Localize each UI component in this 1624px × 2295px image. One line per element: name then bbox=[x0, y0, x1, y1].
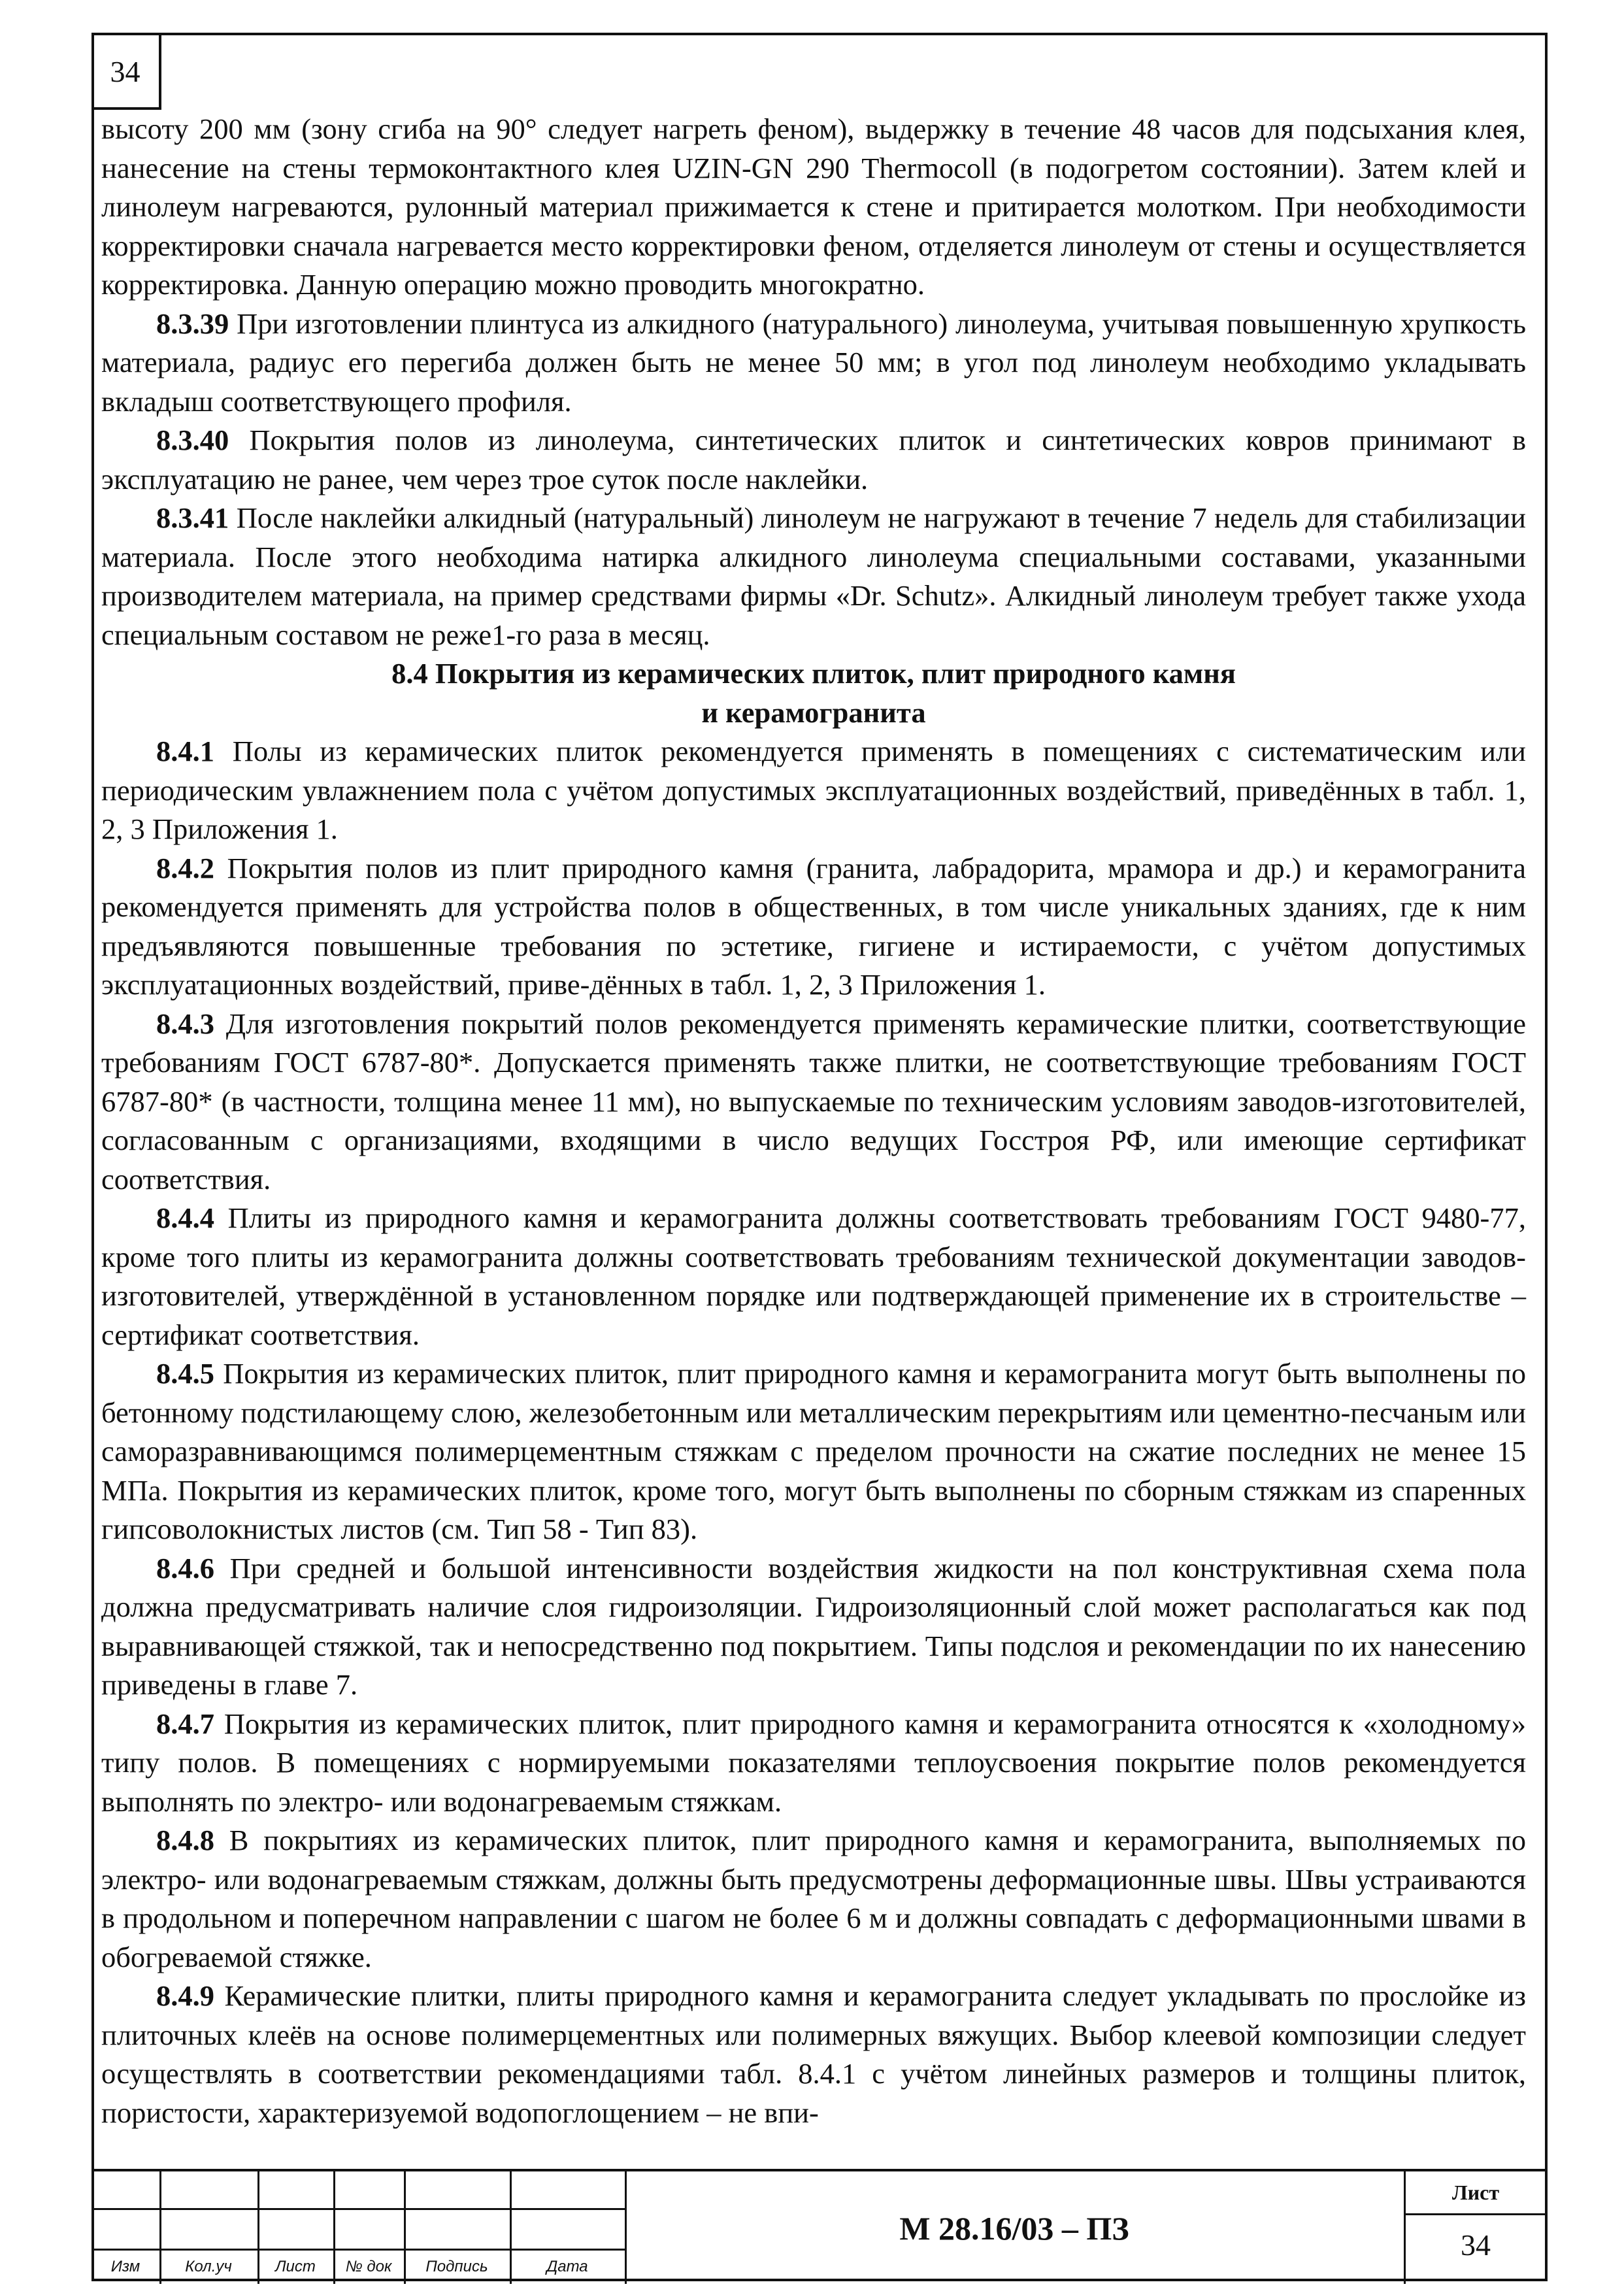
paragraph-text: Покрытия полов из плит природного камня (гранита, лабрадорита, мрамора и др.) и керамогранита рекомендуется применять для устройства полов в общественных, в том числе уникальных зданиях, где к ним предъявляются повышенные требования по эстетике, гигиене и истираемости, с учётом допустимых эксплуатационных воздействий, приве-дённых в табл. 1, 2, 3 Приложения 1. bbox=[101, 851, 1526, 1001]
clause-number: 8.4.4 bbox=[156, 1201, 214, 1234]
grid-line bbox=[91, 2208, 625, 2210]
paragraph-text: Покрытия из керамических плиток, плит природного камня и керамогранита могут быть выполнены по бетонному подстилающему слою, железобетонным или металлическим перекрытиям или цементно-песчаным или саморазравнивающимся полимерцементным стяжкам с пределом прочности на сжатие последних не менее 15 МПа. Покрытия из керамических плиток, кроме того, могут быть выполнены по сборным стяжкам из спаренных гипсоволокнистых листов (см. Тип 58 - Тип 83). bbox=[101, 1357, 1526, 1545]
column-label-date: Дата bbox=[546, 2258, 588, 2275]
paragraph-8-3-41 bbox=[101, 499, 1526, 654]
paragraph-text: При изготовлении плинтуса из алкидного (натурального) линолеума, учитывая повышенную хрупкость материала, радиус его перегиба должен быть не менее 50 мм; в угол под линолеум необходимо укладывать вкладыш соответствующего профиля. bbox=[101, 307, 1526, 418]
clause-number: 8.3.40 bbox=[156, 424, 229, 456]
paragraph-8-4-1 bbox=[101, 732, 1526, 849]
clause-number: 8.4.5 bbox=[156, 1357, 214, 1390]
clause-number: 8.4.1 bbox=[156, 735, 214, 767]
paragraph-8-4-7 bbox=[101, 1705, 1526, 1822]
paragraph-text: Керамические плитки, плиты природного камня и керамогранита следует укладывать по прослойке из плиточных клеёв на основе полимерцементных или полимерных вяжущих. Выбор клеевой композиции следует осуществлять в соответствии рекомендациями табл. 8.4.1 с учётом линейных размеров и толщины плиток, пористости, характеризуемой водопоглощением – не впи- bbox=[101, 1979, 1526, 2129]
paragraph-text: Плиты из природного камня и керамогранита должны соответствовать требованиям ГОСТ 9480-77, кроме того плиты из керамогранита должны соответствовать требованиям технической документации заводов-изготовителей, утверждённой в установленном порядке или подтверждающей применение их в строительстве – сертификат соответствия. bbox=[101, 1201, 1526, 1351]
paragraph-8-4-9 bbox=[101, 1977, 1526, 2132]
paragraph-8-4-8 bbox=[101, 1821, 1526, 1977]
title-block bbox=[91, 2169, 1548, 2281]
document-code: М 28.16/03 – ПЗ bbox=[899, 2210, 1129, 2247]
paragraph-text: высоту 200 мм (зону сгиба на 90° следует нагреть феном), выдержку в течение 48 часов для подсыхания клея, нанесение на стены термоконтактного клея UZIN-GN 290 Thermocoll (в подогретом состоянии). Затем клей и линолеум нагреваются, рулонный материал прижимается к стене и притирается молотком. При необходимости корректировки сначала нагревается место корректировки феном, отделяется линолеум от стены и осуществляется корректировка. Данную операцию можно проводить многократно. bbox=[101, 112, 1526, 301]
sheet-number: 34 bbox=[1461, 2228, 1491, 2262]
paragraph-8-3-40 bbox=[101, 421, 1526, 499]
clause-number: 8.4.2 bbox=[156, 851, 214, 884]
paragraph-text: Полы из керамических плиток рекомендуется применять в помещениях с систематическим или периодическим увлажнением пола с учётом допустимых эксплуатационных воздействий, приведённых в табл. 1, 2, 3 Приложения 1. bbox=[101, 735, 1526, 845]
clause-number: 8.4.9 bbox=[156, 1979, 214, 2012]
clause-number: 8.3.41 bbox=[156, 501, 229, 534]
grid-line bbox=[1404, 2213, 1548, 2215]
paragraph-8-4-6 bbox=[101, 1549, 1526, 1705]
clause-number: 8.4.6 bbox=[156, 1551, 214, 1584]
paragraph-8-4-2 bbox=[101, 849, 1526, 1005]
section-heading-line-2: и керамогранита bbox=[701, 695, 926, 729]
paragraph-text: Покрытия из керамических плиток, плит природного камня и керамогранита относятся к «холодному» типу полов. В помещениях с нормируемыми показателями теплоусвоения покрытие полов рекомендуется выполнять по электро- или водонагреваемым стяжкам. bbox=[101, 1707, 1526, 1818]
column-label-signature: Подпись bbox=[425, 2258, 488, 2275]
clause-number: 8.4.3 bbox=[156, 1007, 214, 1040]
section-heading-line-1: 8.4 Покрытия из керамических плиток, плит природного камня bbox=[391, 657, 1236, 690]
column-label-izm: Изм bbox=[110, 2258, 141, 2275]
paragraph-8-3-39 bbox=[101, 305, 1526, 422]
column-label-doc-no: № док bbox=[345, 2258, 392, 2275]
paragraph-8-4-5 bbox=[101, 1354, 1526, 1549]
clause-number: 8.4.8 bbox=[156, 1824, 214, 1856]
column-label-kol-uch: Кол.уч bbox=[185, 2258, 232, 2275]
paragraph-text: В покрытиях из керамических плиток, плит природного камня и керамогранита, выполняемых по электро- или водонагреваемым стяжкам, должны быть предусмотрены деформационные швы. Швы устраиваются в продольном и поперечном направлении с шагом не более 6 м и должны совпадать с деформационными швами в обогреваемой стяжке. bbox=[101, 1824, 1526, 1973]
page-number: 34 bbox=[110, 54, 141, 88]
document-body bbox=[101, 110, 1526, 2132]
clause-number: 8.3.39 bbox=[156, 307, 229, 340]
paragraph-text: После наклейки алкидный (натуральный) линолеум не нагружают в течение 7 недель для стабилизации материала. После этого необходима натирка алкидного линолеума специальными составами, указанными производителем материала, на пример средствами фирмы «Dr. Schutz». Алкидный линолеум требует также ухода специальным составом не реже1-го раза в месяц. bbox=[101, 501, 1526, 651]
paragraph-text: При средней и большой интенсивности воздействия жидкости на пол конструктивная схема пола должна предусматривать наличие слоя гидроизоляции. Гидроизоляционный слой может располагаться как под выравнивающей стяжкой, так и непосредственно под покрытием. Типы подслоя и рекомендации по их нанесению приведены в главе 7. bbox=[101, 1551, 1526, 1701]
paragraph-8-4-3 bbox=[101, 1005, 1526, 1199]
grid-line bbox=[91, 2249, 625, 2251]
column-label-list: Лист bbox=[275, 2258, 316, 2275]
page-number-corner bbox=[91, 33, 161, 110]
clause-number: 8.4.7 bbox=[156, 1707, 214, 1740]
paragraph-text: Покрытия полов из линолеума, синтетических плиток и синтетических ковров принимают в эксплуатацию не ранее, чем через трое суток после наклейки. bbox=[101, 424, 1526, 495]
paragraph-continuation bbox=[101, 110, 1526, 305]
paragraph-text: Для изготовления покрытий полов рекомендуется применять керамические плитки, соответствующие требованиям ГОСТ 6787-80*. Допускается применять также плитки, не соответствующие требованиям ГОСТ 6787-80* (в частности, толщина менее 11 мм), но выпускаемые по техническим условиям заводов-изготовителей, согласованным с организациями, входящими в число ведущих Госстроя РФ, или имеющие сертификат соответствия. bbox=[101, 1007, 1526, 1196]
sheet-label: Лист bbox=[1451, 2181, 1500, 2204]
paragraph-8-4-4 bbox=[101, 1199, 1526, 1354]
